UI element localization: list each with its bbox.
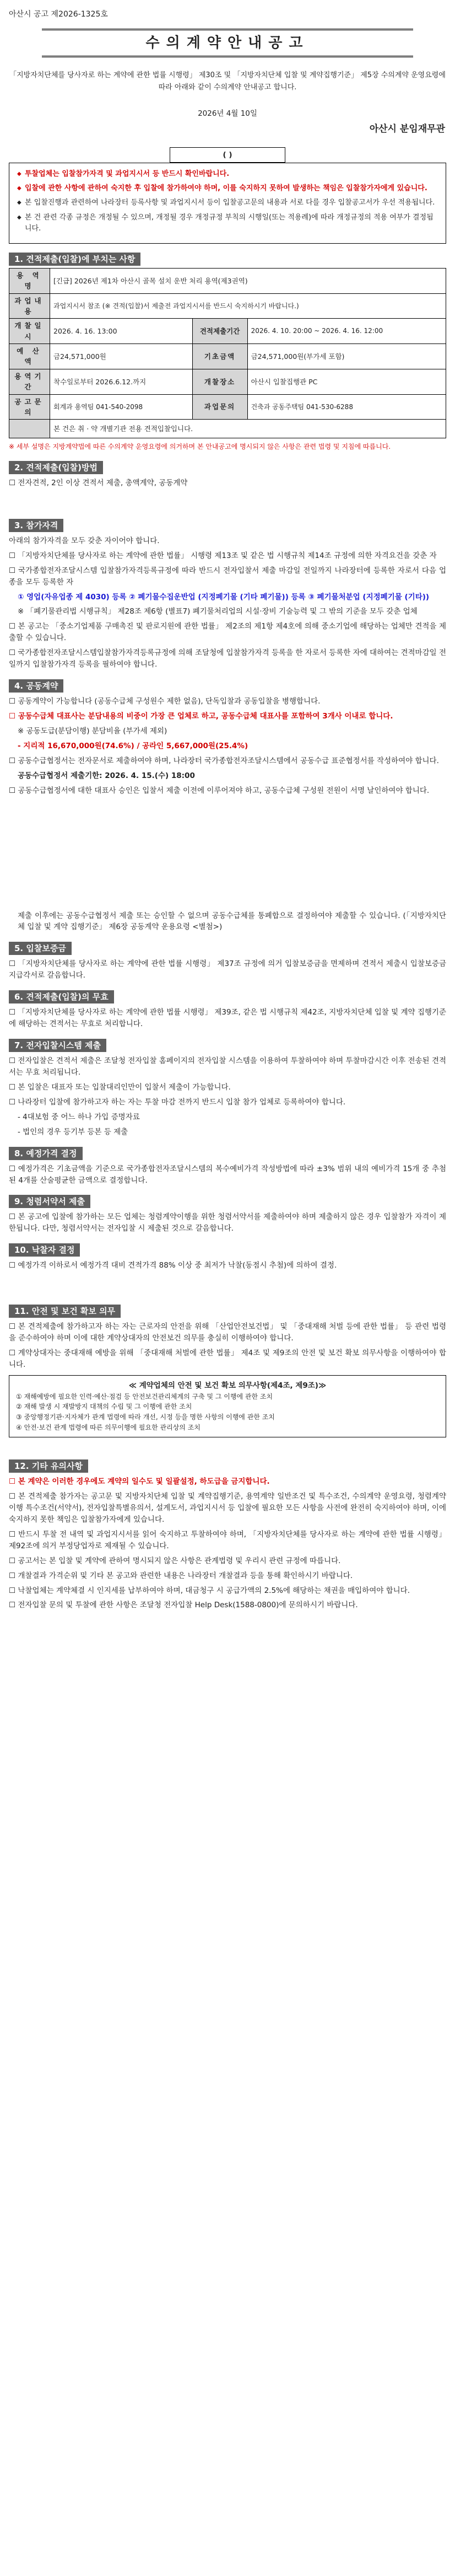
section-8-text: ☐ 예정가격은 기초금액을 기준으로 국가종합전자조달시스템의 복수예비가격 작성방법에 따라 ±3% 범위 내의 예비가격 15개 중 추첨된 4개를 산술평균한 금액으로 결정합니다. xyxy=(9,1163,446,1187)
section-11-item: ☐ 본 견적제출에 참가하고자 하는 자는 근로자의 안전을 위해 「산업안전보건법」 및 「중대재해 처벌 등에 관한 법률」 등 관련 법령을 준수하여야 하며 이에 대한 계약상대자의 안전보건 의무를 충실히 이행하여야 합니다. xyxy=(9,1321,446,1344)
section-7-item: - 4대보험 중 어느 하나 가입 증명자료 xyxy=(18,1112,140,1121)
notice-box xyxy=(9,163,446,244)
row-header xyxy=(9,420,50,438)
section-1-footnote: ※ 세부 설명은 지방계약법에 따른 수의계약 운영요령에 의거하며 본 안내공고에 명시되지 않은 사항은 관련 법령 및 지침에 따릅니다. xyxy=(9,443,391,451)
row-header: 과업내용 xyxy=(9,293,50,319)
row-value: 2026. 4. 10. 20:00 ~ 2026. 4. 16. 12:00 xyxy=(247,319,446,344)
safety-box-item: ② 재해 발생 시 재발방지 대책의 수립 및 그 이행에 관한 조치 xyxy=(16,1403,192,1411)
section-4-item: ※ 공동도급(분담이행) 분담비율 (부가세 제외) xyxy=(18,726,167,736)
section-3-item: ☐ 「지방자치단체를 당사자로 하는 계약에 관한 법률」 시행령 제13조 및 같은 법 시행규칙 제14조 규정에 의한 자격요건을 갖춘 자 xyxy=(9,550,446,562)
row-header: 용역기간 xyxy=(9,369,50,394)
section-5-title: 5. 입찰보증금 xyxy=(9,942,72,955)
row-value: 금24,571,000원(부가세 포함) xyxy=(247,344,446,369)
row-header: 용 역 명 xyxy=(9,268,50,293)
row-value: 착수일로부터 2026.6.12.까지 xyxy=(50,369,193,394)
section-11-title: 11. 안전 및 보건 확보 의무 xyxy=(9,1305,121,1318)
note-item: ◆ 본 건 관련 각종 규정은 개정될 수 있으며, 개정될 경우 개정규정 부칙의 시행일(또는 적용례)에 따라 개정규정의 적용 여부가 결정됩니다. xyxy=(17,212,438,234)
issuing-office: 아산시 분임재무관 xyxy=(369,123,445,135)
row-value: 본 건은 취 · 약 개별기관 전용 견적입찰입니다. xyxy=(50,420,446,438)
section-6-title: 6. 견적제출(입찰)의 무효 xyxy=(9,990,114,1003)
row-header: 개찰일시 xyxy=(9,319,50,344)
notice-date: 2026년 4월 10일 xyxy=(198,109,257,118)
section-4-item: 공동수급협정서 제출기한: 2026. 4. 15.(수) 18:00 xyxy=(18,771,195,780)
section-12-item: ☐ 본 견적제출 참가자는 공고문 및 지방자치단체 입찰 및 계약집행기준, 용역계약 일반조건 및 특수조건, 수의계약 운영요령, 청렴계약이행 특수조건(서약서), 전자입찰특별유의서, 설계도서, 과업지시서 등 입찰에 필요한 모든 사항을 사전에 완전히 숙지하여야 하며, 이에 숙지하지 못한 책임은 입찰참가자에게 있습니다. xyxy=(9,1491,446,1526)
row-header: 과업문의 xyxy=(192,394,247,420)
notice-category-tag: ( ) xyxy=(170,147,285,163)
section-7-item: ☐ 본 입찰은 대표자 또는 입찰대리인만이 입찰서 제출이 가능합니다. xyxy=(9,1082,446,1093)
section-4-item: ☐ 공동수급체 대표사는 분담내용의 비중이 가장 큰 업체로 하고, 공동수급체 대표사를 포함하여 3개사 이내로 합니다. xyxy=(9,711,446,722)
section-10-title: 10. 낙찰자 결정 xyxy=(9,1243,80,1257)
notice-number: 아산시 공고 제2026-1325호 xyxy=(9,10,108,19)
section-12-item: ☐ 전자입찰 문의 및 투찰에 관한 사항은 조달청 전자입찰 Help Desk(1588-0800)에 문의하시기 바랍니다. xyxy=(9,1600,446,1611)
row-value: 건축과 공동주택팀 041-530-6288 xyxy=(247,394,446,420)
safety-duty-box xyxy=(9,1375,446,1437)
section-10-text: ☐ 예정가격 이하로서 예정가격 대비 견적가격 88% 이상 중 최저가 낙찰(동점시 추첨)에 의하여 결정. xyxy=(9,1260,446,1271)
section-9-title: 9. 청렴서약서 제출 xyxy=(9,1195,90,1208)
section-12-title: 12. 기타 유의사항 xyxy=(9,1459,88,1473)
row-value: 회계과 용역팀 041-540-2098 xyxy=(50,394,193,420)
row-value: 2026. 4. 16. 13:00 xyxy=(50,319,193,344)
row-header: 기초금액 xyxy=(192,344,247,369)
row-header: 개찰장소 xyxy=(192,369,247,394)
section-11-item: ☐ 계약상대자는 중대재해 예방을 위해 「중대재해 처벌에 관한 법률」 제4조 및 제9조의 안전 및 보건 확보 의무사항을 이행하여야 합니다. xyxy=(9,1348,446,1371)
section-3-item: ☐ 국가종합전자조달시스템 입찰참가자격등록규정에 따라 반드시 전자입찰서 제출 마감일 전일까지 나라장터에 등록한 자로서 다음 업종을 모두 등록한 자 xyxy=(9,565,446,588)
row-header: 공고문의 xyxy=(9,394,50,420)
section-12-item: ☐ 본 계약은 이러한 경우에도 계약의 일수도 및 일괄설정, 하도급을 금지합니다. xyxy=(9,1476,446,1488)
page-title: 수의계약안내공고 xyxy=(42,29,413,57)
section-2-text: ☐ 전자견적, 2인 이상 견적서 제출, 총액계약, 공동계약 xyxy=(9,477,446,489)
section-12-item: ☐ 낙찰업체는 계약체결 시 인지세를 납부하여야 하며, 대금청구 시 공급가액의 2.5%에 해당하는 채권을 매입하여야 합니다. xyxy=(9,1585,446,1597)
row-header: 예 산 액 xyxy=(9,344,50,369)
section-12-item: ☐ 개찰결과 가격순위 및 기타 본 공고와 관련한 내용은 나라장터 개찰결과 등을 통해 확인하시기 바랍니다. xyxy=(9,1570,446,1582)
section-7-item: ☐ 전자입찰은 견적서 제출은 조달청 전자입찰 홈페이지의 전자입찰 시스템을 이용하여 투찰하여야 하며 투찰마감시간 이후 전송된 견적서는 무효 처리됩니다. xyxy=(9,1055,446,1078)
section-9-text: ☐ 본 공고에 입찰에 참가하는 모든 업체는 청렴계약이행을 위한 청렴서약서를 제출하여야 하며 제출하지 않은 경우 입찰참가 자격이 제한됩니다. 다만, 청렴서약서는 전자입찰 시 제출된 것으로 갈음합니다. xyxy=(9,1211,446,1235)
row-header: 견적제출기간 xyxy=(192,319,247,344)
section-3-item: ① 영업(자유업종 제 4030) 등록 ② 폐기물수집운반업 (지정폐기물 (기타 폐기물)) 등록 ③ 폐기물처분업 (지정폐기물 (기타)) xyxy=(18,592,430,602)
safety-box-title: ≪ 계약업체의 안전 및 보건 확보 의무사항(제4조, 제9조)≫ xyxy=(128,1381,327,1390)
row-value: [긴급] 2026년 제1차 아산시 골목 설치 운반 처리 용역(제3권역) xyxy=(50,268,446,293)
note-item: ◆ 입찰에 관한 사항에 관하여 숙지한 후 입찰에 참가하여야 하며, 이를 숙지하지 못하여 발생하는 책임은 입찰참가자에게 있습니다. xyxy=(17,183,438,194)
section-5-text: ☐ 「지방자치단체를 당사자로 하는 계약에 관한 법률 시행령」 제37조 규정에 의거 입찰보증금을 면제하며 견적서 제출시 입찰보증금 지급각서로 갈음합니다. xyxy=(9,958,446,981)
safety-box-item: ① 재해예방에 필요한 인력·예산·점검 등 안전보건관리체계의 구축 및 그 이행에 관한 조치 xyxy=(16,1392,273,1400)
section-12-item: ☐ 공고서는 본 입찰 및 계약에 관하여 명시되지 않은 사항은 관계법령 및 우리시 관련 규정에 따릅니다. xyxy=(9,1555,446,1567)
note-item: ◆ 투찰업체는 입찰참가자격 및 과업지시서 등 반드시 확인바랍니다. xyxy=(17,169,438,180)
section-8-title: 8. 예정가격 결정 xyxy=(9,1147,83,1160)
section-4-item: ☐ 공동수급협정서에 대한 대표사 승인은 입찰서 제출 이전에 이루어져야 하고, 공동수급체 구성원 전원이 서명 날인하여야 합니다. xyxy=(9,785,446,797)
section-7-title: 7. 전자입찰시스템 제출 xyxy=(9,1039,106,1052)
section-3-item: ☐ 본 공고는 「중소기업제품 구매촉진 및 판로지원에 관한 법률」 제2조의 제1항 제4호에 의해 중소기업에 해당하는 업체만 견적을 제출할 수 있습니다. xyxy=(9,621,446,644)
section-1-title: 1. 견적제출(입찰)에 부치는 사항 xyxy=(9,253,140,266)
section-3-title: 3. 참가자격 xyxy=(9,519,63,532)
section-3-item: ☐ 국가종합전자조달시스템입찰참가자격등록규정에 의해 조달청에 입찰참가자격 등록을 한 자로서 등록한 자에 대하여는 견적마감일 전일까지 입찰참가자격 등록을 필하여야 합니다. xyxy=(9,647,446,670)
section-4-item: ☐ 공동계약이 가능합니다 (공동수급체 구성원수 제한 없음), 단독입찰과 공동입찰을 병행합니다. xyxy=(9,696,446,707)
section-7-item: - 법인의 경우 등기부 등본 등 제출 xyxy=(18,1127,128,1136)
row-value: 금24,571,000원 xyxy=(50,344,193,369)
section-4-title: 4. 공동계약 xyxy=(9,679,63,693)
safety-box-item: ④ 안전·보건 관계 법령에 따른 의무이행에 필요한 관리상의 조치 xyxy=(16,1423,201,1431)
section-2-title: 2. 견적제출(입찰)방법 xyxy=(9,461,103,474)
section-4-item: - 지리적 16,670,000원(74.6%) / 공라인 5,667,000원(25.4%) xyxy=(18,741,248,750)
row-value: 아산시 입찰집행관 PC xyxy=(247,369,446,394)
bid-schedule-table xyxy=(9,268,446,439)
row-value: 과업지시서 참조 (※ 견적(입찰)서 제출전 과업지시서를 반드시 숙지하시기 바랍니다.) xyxy=(50,293,446,319)
section-3-intro: 아래의 참가자격을 모두 갖춘 자이어야 합니다. xyxy=(9,536,160,545)
section-12-item: ☐ 반드시 투찰 전 내역 및 과업지시서를 읽어 숙지하고 투찰하여야 하며, 「지방자치단체를 당사자로 하는 계약에 관한 법률 시행령」 제92조에 의거 부정당업자로 제재될 수 있습니다. xyxy=(9,1529,446,1552)
section-7-item: ☐ 나라장터 입찰에 참가하고자 하는 자는 투찰 마감 전까지 반드시 입찰 참가 업체로 등록하여야 합니다. xyxy=(9,1097,446,1108)
section-4-item: ☐ 공동수급협정서는 전자문서로 제출하여야 하며, 나라장터 국가종합전자조달시스템에서 공동수급 표준협정서를 작성하여야 합니다. xyxy=(9,755,446,767)
section-3-item: ※ 「폐기물관리법 시행규칙」 제28조 제6항 (별표7) 폐기물처리업의 시설·장비 기술능력 및 그 밖의 기준을 모두 갖춘 업체 xyxy=(18,607,418,616)
note-item: ◆ 본 입찰진행과 관련하여 나라장터 등록사항 및 과업지시서 등이 입찰공고문의 내용과 서로 다를 경우 입찰공고서가 우선 적용됩니다. xyxy=(17,197,438,208)
section-4-after: 제출 이후에는 공동수급협정서 제출 또는 승인할 수 없으며 공동수급체를 통폐합으로 결정하여야 제출할 수 있습니다. (「지방자치단체 입찰 및 계약 집행기준」 제6장 공동계약 운용요령 <별첨>) xyxy=(18,911,446,932)
intro-text: 「지방자치단체를 당사자로 하는 계약에 관한 법률 시행령」 제30조 및 「지방자치단체 입찰 및 계약집행기준」 제5장 수의계약 운영요령에 따라 아래와 같이 수의계약 안내공고 합니다. xyxy=(9,71,446,92)
section-6-text: ☐ 「지방자치단체를 당사자로 하는 계약에 관한 법률 시행령」 제39조, 같은 법 시행규칙 제42조, 지방자치단체 입찰 및 계약 집행기준에 해당하는 견적서는 무효로 처리합니다. xyxy=(9,1007,446,1030)
safety-box-item: ③ 중앙행정기관·지자체가 관계 법령에 따라 개선, 시정 등을 명한 사항의 이행에 관한 조치 xyxy=(16,1413,275,1421)
